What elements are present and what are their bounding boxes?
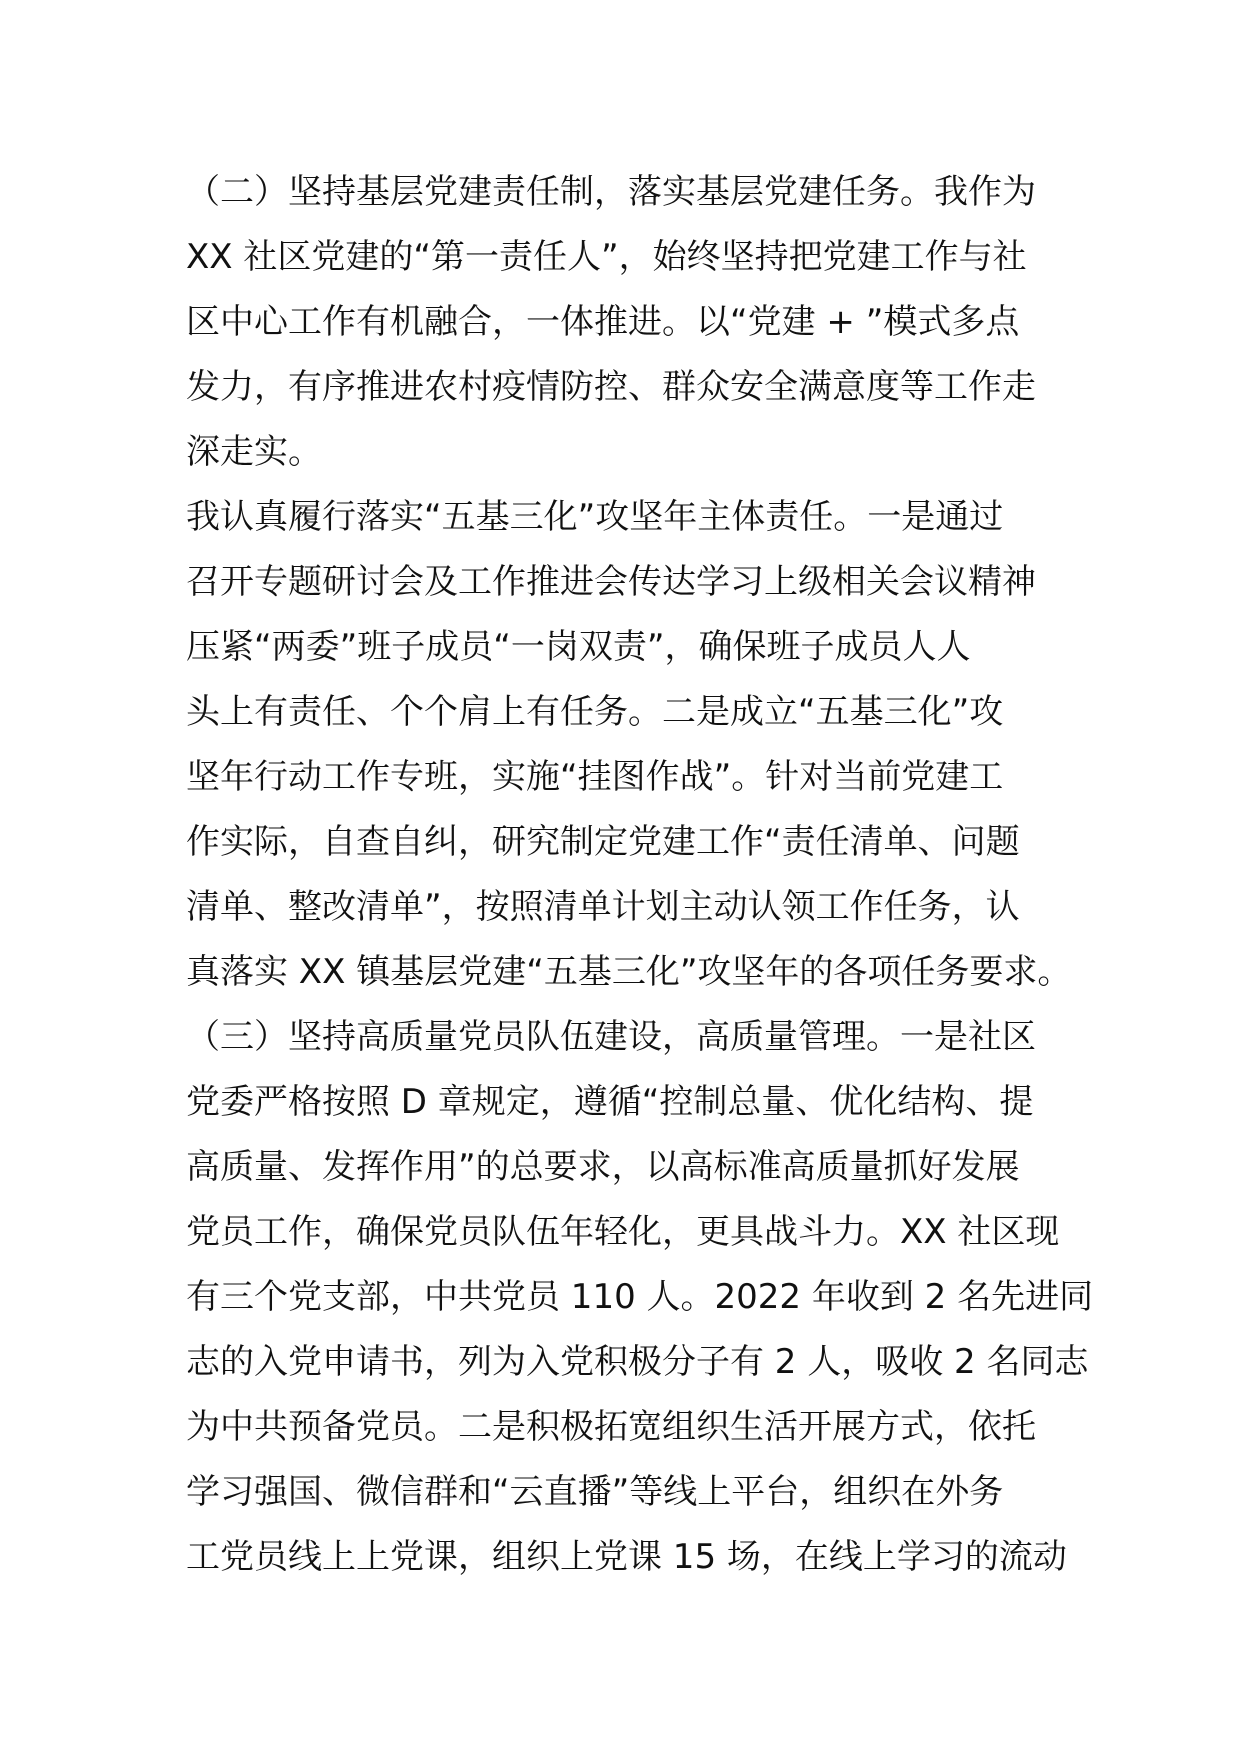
text-line: （二）坚持基层党建责任制，落实基层党建任务。我作为 bbox=[186, 172, 1036, 212]
text-line: （三）坚持高质量党员队伍建设，高质量管理。一是社区 bbox=[186, 1017, 1036, 1057]
text-line: 深走实。 bbox=[186, 432, 322, 472]
text-line: 党委严格按照 D 章规定，遵循“控制总量、优化结构、提 bbox=[186, 1082, 1034, 1122]
text-line: 工党员线上上党课，组织上党课 15 场，在线上学习的流动 bbox=[186, 1537, 1067, 1577]
text-line: XX 社区党建的“第一责任人”，始终坚持把党建工作与社 bbox=[186, 237, 1027, 277]
text-line: 发力，有序推进农村疫情防控、群众安全满意度等工作走 bbox=[186, 367, 1036, 407]
text-line: 党员工作，确保党员队伍年轻化，更具战斗力。XX 社区现 bbox=[186, 1212, 1060, 1252]
document-body bbox=[186, 160, 1094, 1590]
text-line: 志的入党申请书，列为入党积极分子有 2 人，吸收 2 名同志 bbox=[186, 1342, 1089, 1382]
text-line: 学习强国、微信群和“云直播”等线上平台，组织在外务 bbox=[186, 1472, 1004, 1512]
text-line: 高质量、发挥作用”的总要求，以高标准高质量抓好发展 bbox=[186, 1147, 1020, 1187]
text-line: 头上有责任、个个肩上有任务。二是成立“五基三化”攻 bbox=[186, 692, 1004, 732]
text-line: 清单、整改清单”，按照清单计划主动认领工作任务，认 bbox=[186, 887, 1020, 927]
text-line: 压紧“两委”班子成员“一岗双责”，确保班子成员人人 bbox=[186, 627, 971, 667]
text-line: 坚年行动工作专班，实施“挂图作战”。针对当前党建工 bbox=[186, 757, 1004, 797]
text-line: 召开专题研讨会及工作推进会传达学习上级相关会议精神 bbox=[186, 562, 1036, 602]
text-line: 有三个党支部，中共党员 110 人。2022 年收到 2 名先进同 bbox=[186, 1277, 1094, 1317]
text-line: 为中共预备党员。二是积极拓宽组织生活开展方式，依托 bbox=[186, 1407, 1036, 1447]
text-line: 真落实 XX 镇基层党建“五基三化”攻坚年的各项任务要求。 bbox=[186, 952, 1072, 992]
text-line: 作实际，自查自纠，研究制定党建工作“责任清单、问题 bbox=[186, 822, 1020, 862]
text-line: 区中心工作有机融合，一体推进。以“党建 + ”模式多点 bbox=[186, 302, 1020, 342]
text-line: 我认真履行落实“五基三化”攻坚年主体责任。一是通过 bbox=[186, 497, 1004, 537]
